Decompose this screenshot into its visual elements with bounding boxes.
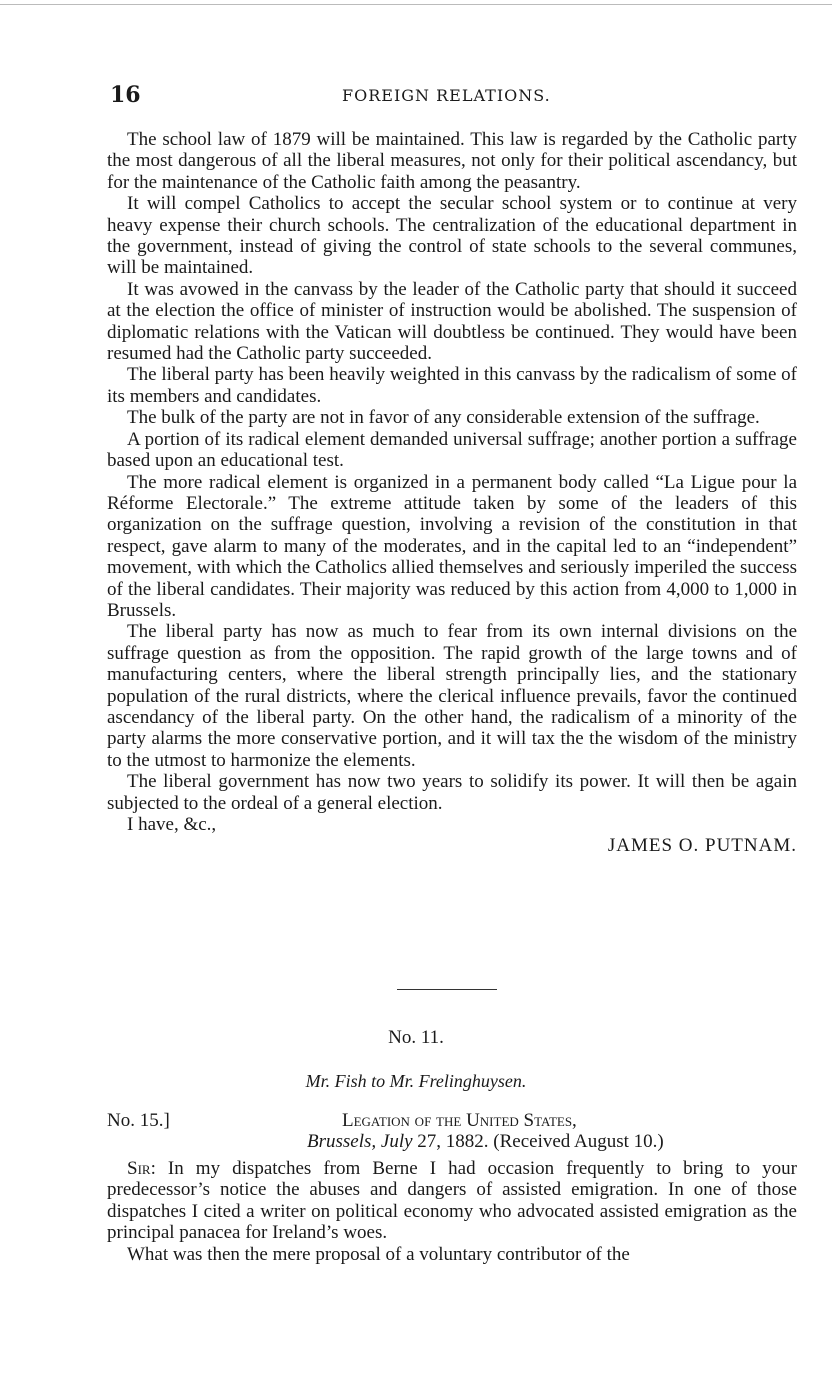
place-date: Brussels, July xyxy=(307,1131,413,1152)
document-title: Mr. Fish to Mr. Frelinghuysen. xyxy=(305,1071,527,1091)
closing: I have, &c., xyxy=(127,814,217,835)
salutation: Sir xyxy=(127,1158,151,1179)
dispatch-heading xyxy=(107,1110,797,1154)
received-date: (Received August 10.) xyxy=(493,1131,664,1152)
paragraph xyxy=(107,1158,797,1244)
paragraph: The more radical element is organized in a permanent body called “La Ligue pour la Réforme Electorale.” The extreme attitude taken by some of the leaders of this organization on the suffrage question, involving a revision of the constitution in that respect, gave alarm to many of the moderates, and in the capital led to an “independent” movement, with which the Catholics allied themselves and seriously imperiled the success of the liberal candidates. Their majority was reduced by this action from 4,000 to 1,000 in Brussels. xyxy=(107,471,797,621)
paragraph: The bulk of the party are not in favor of any considerable extension of the suffrage. xyxy=(127,407,760,429)
second-letter-body xyxy=(107,1158,797,1265)
paragraph: The liberal party has now as much to fear from its own internal divisions on the suffrage question as from the opposition. The rapid growth of the large towns and of manufacturing centers, where the liberal strength principally lies, and the stationary population of the rural districts, where the clerical influence prevails, favor the continued ascendancy of the liberal party. On the other hand, the radicalism of a minority of the party alarms the more conservative portion, and it will tax the the wisdom of the ministry to the utmost to harmonize the elements. xyxy=(107,621,797,771)
signature: JAMES O. PUTNAM. xyxy=(607,835,797,857)
dispatch-number: No. 15.] xyxy=(107,1110,170,1131)
paragraph: What was then the mere proposal of a voluntary contributor of the xyxy=(127,1243,630,1265)
paragraph: The liberal party has been heavily weighted in this canvass by the radicalism of some of its members and candidates. xyxy=(107,364,797,407)
page-number: 16 xyxy=(110,82,141,108)
running-head: FOREIGN RELATIONS. xyxy=(342,86,551,105)
document-number: No. 11. xyxy=(388,1027,444,1048)
legation-line: Legation of the United States, xyxy=(342,1110,577,1131)
top-border-line xyxy=(0,4,832,5)
paragraph: A portion of its radical element demanded universal suffrage; another portion a suffrage based upon an educational test. xyxy=(107,428,797,472)
paragraph: The school law of 1879 will be maintained. This law is regarded by the Catholic party the most dangerous of all the liberal measures, not only for their political ascendancy, but for the maintenance of the Catholic faith among the peasantry. xyxy=(107,129,797,193)
dateline xyxy=(307,1131,664,1153)
page-header xyxy=(110,82,810,112)
paragraph: It was avowed in the canvass by the leader of the Catholic party that should it succeed at the election the office of minister of instruction would be abolished. The suspension of diplomatic relations with the Vatican will doubtless be continued. They would have been resumed had the Catholic party succeeded. xyxy=(107,278,797,365)
letter-body xyxy=(107,129,797,857)
date-rest: 27, 1882. xyxy=(412,1131,489,1152)
paragraph: The liberal government has now two years to solidify its power. It will then be again subjected to the ordeal of a general election. xyxy=(107,771,797,814)
section-divider xyxy=(397,989,497,990)
paragraph-text: : In my dispatches from Berne I had occasion frequently to bring to your predecessor’s notice the abuses and dangers of assisted emigration. In one of those dispatches I cited a writer on political economy who advocated assisted emigration as the principal panacea for Ireland’s woes. xyxy=(107,1158,797,1244)
paragraph: It will compel Catholics to accept the secular school system or to continue at very heavy expense their church schools. The centralization of the educational department in the government, instead of giving the control of state schools to the several communes, will be maintained. xyxy=(107,193,797,279)
